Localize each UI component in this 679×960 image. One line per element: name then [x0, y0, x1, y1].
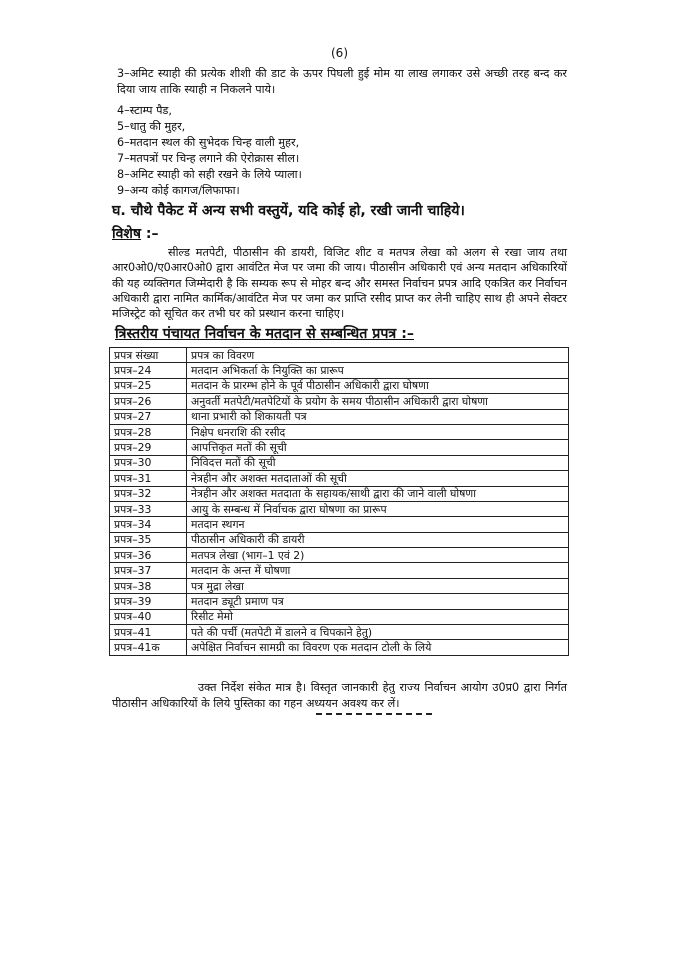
form-description-cell: नेत्रहीन और अशक्त मतदाताओं की सूची [187, 471, 569, 486]
form-number-cell: प्रपत्र–41क [110, 640, 187, 655]
form-number-cell: प्रपत्र–37 [110, 563, 187, 578]
table-row [110, 578, 569, 593]
form-number-cell: प्रपत्र–25 [110, 378, 187, 393]
form-description-cell: पीठासीन अधिकारी की डायरी [187, 532, 569, 547]
form-description-cell: मतदान अभिकर्ता के नियुक्ति का प्रारूप [187, 363, 569, 378]
table-row [110, 548, 569, 563]
form-description-cell: मतदान के प्रारम्भ होने के पूर्व पीठासीन अधिकारी द्वारा घोषणा [187, 378, 569, 393]
table-row [110, 594, 569, 609]
list-item: 9–अन्य कोई कागज/लिफाफा। [117, 184, 240, 197]
special-note-text: सील्ड मतपेटी, पीठासीन की डायरी, विजिट शीट व मतपत्र लेखा को अलग से रखा जाय तथा आर0ओ0/ए0आर0ओ0 द्वारा आवंटित मेज पर जमा की जाय। पीठासीन अधिकारी एवं अन्य मतदान अधिकारियों की यह व्यक्तिगत जिम्मेदारी है कि सम्यक रूप से मोहर बन्द और समस्त निर्वाचन प्रपत्र आदि एकत्रित कर निर्वाचन अधिकारी द्वारा नामित कार्मिक/आवंटित मेज पर जमा कर प्राप्ति रसीद प्राप्त कर लेनी चाहिए साथ ही अपने सेक्टर मजिस्ट्रेट को सूचित कर तभी घर को प्रस्थान करना चाहिए। [112, 246, 567, 321]
instruction-list [117, 66, 567, 98]
list-item: 7–मतपत्रों पर चिन्ह लगाने की ऐरोक्रास सील। [117, 152, 300, 165]
table-row [110, 378, 569, 393]
form-number-cell: प्रपत्र–26 [110, 394, 187, 409]
page-number: (6) [331, 46, 348, 60]
table-row [110, 486, 569, 501]
table-row [110, 625, 569, 640]
form-description-cell: मतदान के अन्त में घोषणा [187, 563, 569, 578]
list-item: 6–मतदान स्थल की सुभेदक चिन्ह वाली मुहर, [117, 136, 300, 149]
table-row [110, 409, 569, 424]
list-item: 8–अमिट स्याही को सही रखने के लिये प्याला। [117, 168, 302, 181]
table-row [110, 609, 569, 624]
section-heading: घ. चौथे पैकेट में अन्य सभी वस्तुयें, यदि कोई हो, रखी जानी चाहिये। [112, 203, 465, 219]
list-item: 3–अमिट स्याही की प्रत्येक शीशी की डाट के ऊपर पिघली हुई मोम या लाख लगाकर उसे अच्छी तरह बन्द कर दिया जाय ताकि स्याही न निकलने पाये। [117, 67, 567, 96]
closing-paragraph [112, 680, 567, 712]
table-row [110, 517, 569, 532]
header-form-number: प्रपत्र संख्या [110, 348, 187, 363]
form-description-cell: पते की पर्ची (मतपेटी में डालने व चिपकाने हेतु) [187, 625, 569, 640]
closing-text: उक्त निर्देश संकेत मात्र है। विस्तृत जानकारी हेतु राज्य निर्वाचन आयोग उ0प्र0 द्वारा निर्गत पीठासीन अधिकारियों के लिये पुस्तिका का गहन अध्ययन अवश्य कर लें। [112, 681, 567, 710]
form-number-cell: प्रपत्र–28 [110, 424, 187, 439]
form-description-cell: अपेक्षित निर्वाचन सामग्री का विवरण एक मतदान टोली के लिये [187, 640, 569, 655]
table-row [110, 640, 569, 655]
form-description-cell: अनुवर्ती मतपेटी/मतपेटियों के प्रयोग के समय पीठासीन अधिकारी द्वारा घोषणा [187, 394, 569, 409]
form-number-cell: प्रपत्र–30 [110, 455, 187, 470]
table-row [110, 455, 569, 470]
form-number-cell: प्रपत्र–24 [110, 363, 187, 378]
table-row [110, 440, 569, 455]
form-description-cell: मतदान ड्यूटी प्रमाण पत्र [187, 594, 569, 609]
form-number-cell: प्रपत्र–29 [110, 440, 187, 455]
form-description-cell: रिसीट मेमो [187, 609, 569, 624]
special-note-suffix: :– [145, 226, 159, 242]
table-row [110, 501, 569, 516]
form-description-cell: निक्षेप धनराशि की रसीद [187, 424, 569, 439]
form-number-cell: प्रपत्र–31 [110, 471, 187, 486]
instruction-list-items [117, 103, 567, 199]
form-number-cell: प्रपत्र–27 [110, 409, 187, 424]
form-description-cell: मतदान स्थगन [187, 517, 569, 532]
form-number-cell: प्रपत्र–35 [110, 532, 187, 547]
special-note-paragraph [112, 245, 567, 321]
form-description-cell: नेत्रहीन और अशक्त मतदाता के सहायक/साथी द्वारा की जाने वाली घोषणा [187, 486, 569, 501]
form-number-cell: प्रपत्र–32 [110, 486, 187, 501]
form-number-cell: प्रपत्र–38 [110, 578, 187, 593]
special-note-heading [112, 225, 159, 243]
form-number-cell: प्रपत्र–34 [110, 517, 187, 532]
table-row [110, 424, 569, 439]
table-row [110, 532, 569, 547]
form-description-cell: थाना प्रभारी को शिकायती पत्र [187, 409, 569, 424]
form-description-cell: पत्र मुद्रा लेखा [187, 578, 569, 593]
form-description-cell: मतपत्र लेखा (भाग–1 एवं 2) [187, 548, 569, 563]
header-form-description: प्रपत्र का विवरण [187, 348, 569, 363]
list-item: 5–धातु की मुहर, [117, 120, 186, 133]
forms-table [109, 347, 569, 656]
table-title: त्रिस्तरीय पंचायत निर्वाचन के मतदान से सम्बन्धित प्रपत्र :– [115, 326, 414, 342]
table-row [110, 471, 569, 486]
table-row [110, 563, 569, 578]
form-description-cell: निविदत्त मतों की सूची [187, 455, 569, 470]
form-number-cell: प्रपत्र–39 [110, 594, 187, 609]
form-description-cell: आपत्तिकृत मतों की सूची [187, 440, 569, 455]
form-number-cell: प्रपत्र–40 [110, 609, 187, 624]
form-number-cell: प्रपत्र–41 [110, 625, 187, 640]
list-item: 4–स्टाम्प पैड, [117, 104, 172, 117]
form-description-cell: आयु के सम्बन्ध में निर्वाचक द्वारा घोषणा का प्रारूप [187, 501, 569, 516]
special-note-label: विशेष [112, 226, 142, 242]
closing-divider [316, 713, 432, 715]
form-number-cell: प्रपत्र–36 [110, 548, 187, 563]
table-row [110, 363, 569, 378]
form-number-cell: प्रपत्र–33 [110, 501, 187, 516]
table-header-row [110, 348, 569, 363]
table-row [110, 394, 569, 409]
